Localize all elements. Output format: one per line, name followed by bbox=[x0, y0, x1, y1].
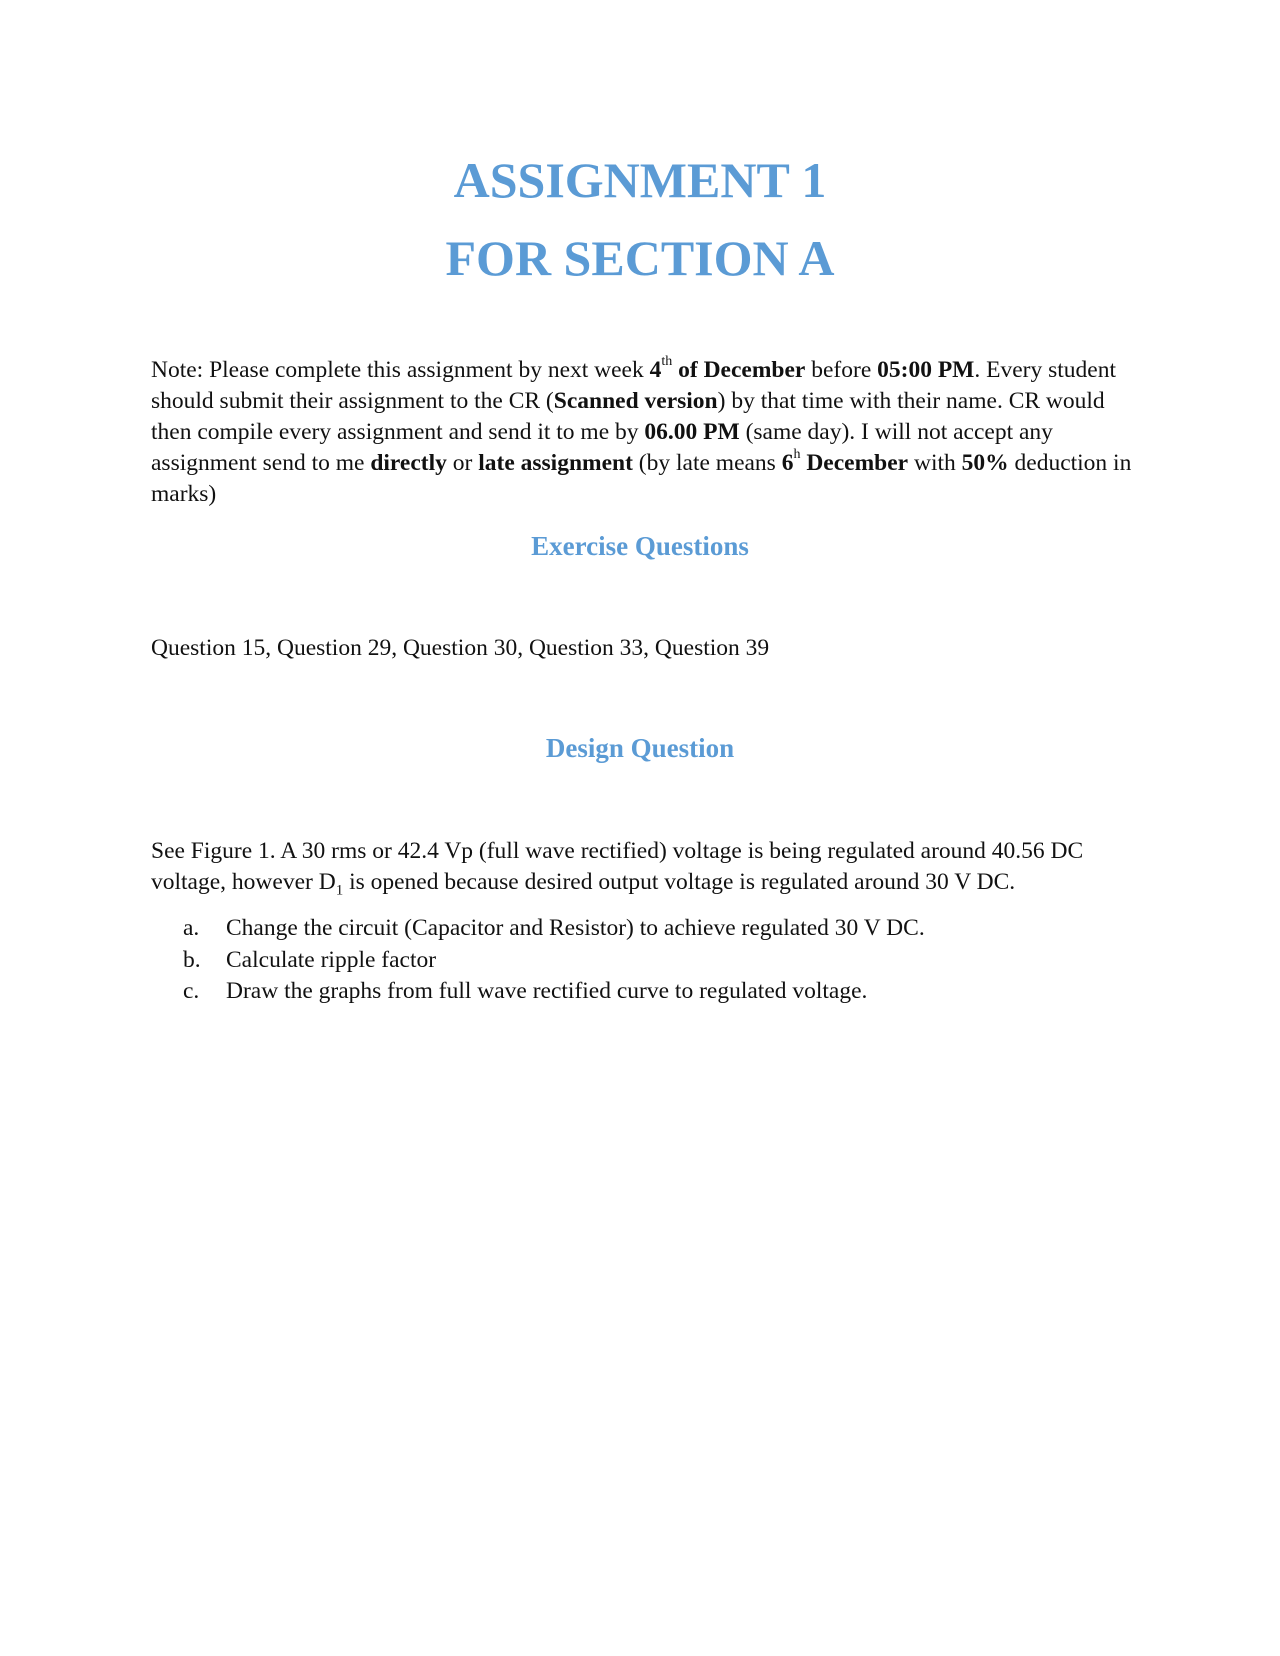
design-question-paragraph bbox=[151, 836, 1141, 898]
due-day: 4 bbox=[649, 357, 662, 383]
due-month: of December bbox=[672, 357, 806, 383]
late-month: December bbox=[800, 450, 909, 476]
list-item-text: Change the circuit (Capacitor and Resistor) to achieve regulated 30 V DC. bbox=[226, 915, 925, 941]
list-item bbox=[183, 976, 925, 1008]
note-text: Note: Please complete this assignment by next week bbox=[151, 357, 650, 383]
note-text: or bbox=[446, 450, 479, 476]
list-marker: a. bbox=[183, 915, 200, 941]
design-question-heading: Design Question bbox=[545, 733, 735, 763]
list-item bbox=[183, 913, 925, 945]
exercise-questions-heading: Exercise Questions bbox=[531, 531, 749, 561]
emphasis-directly: directly bbox=[370, 450, 447, 476]
note-paragraph bbox=[151, 355, 1141, 510]
cr-deadline-time: 06.00 PM bbox=[644, 419, 740, 445]
diode-subscript: 1 bbox=[335, 882, 344, 899]
late-day-suffix: h bbox=[793, 447, 801, 463]
page-title-line-2: FOR SECTION A bbox=[445, 230, 835, 286]
due-day-suffix: th bbox=[661, 354, 673, 370]
emphasis-late-assignment: late assignment bbox=[478, 450, 633, 476]
exercise-questions-list: Question 15, Question 29, Question 30, Question 33, Question 39 bbox=[151, 635, 770, 661]
note-text: . Every student should submit their assignment to the CR ( bbox=[151, 357, 1116, 414]
list-item bbox=[183, 945, 925, 977]
design-text: is opened because desired output voltage is regulated around 30 V DC. bbox=[343, 869, 1016, 895]
list-item-text: Draw the graphs from full wave rectified curve to regulated voltage. bbox=[226, 978, 868, 1004]
due-time: 05:00 PM bbox=[877, 357, 975, 383]
note-text: deduction in marks) bbox=[151, 450, 1132, 507]
note-text: with bbox=[908, 450, 962, 476]
list-item-text: Calculate ripple factor bbox=[226, 946, 437, 973]
note-text: ) by that time with their name. CR would then compile every assignment and send it to me by bbox=[151, 388, 1105, 445]
note-text: before bbox=[805, 357, 878, 383]
list-marker: b. bbox=[183, 946, 201, 973]
page-title-line-1: ASSIGNMENT 1 bbox=[453, 152, 827, 208]
design-tasks-list bbox=[183, 913, 925, 1008]
list-marker: c. bbox=[183, 978, 200, 1004]
submission-format: Scanned version bbox=[553, 388, 718, 414]
note-text: (by late means bbox=[632, 450, 782, 476]
deduction-percent: 50% bbox=[961, 450, 1009, 476]
note-text: (same day). I will not accept any assignment send to me bbox=[151, 419, 1053, 476]
design-text: See Figure 1. A 30 rms or 42.4 Vp (full wave rectified) voltage is being regulated around 40.56 DC voltage, however D bbox=[151, 838, 1084, 895]
late-day: 6 bbox=[781, 450, 794, 476]
